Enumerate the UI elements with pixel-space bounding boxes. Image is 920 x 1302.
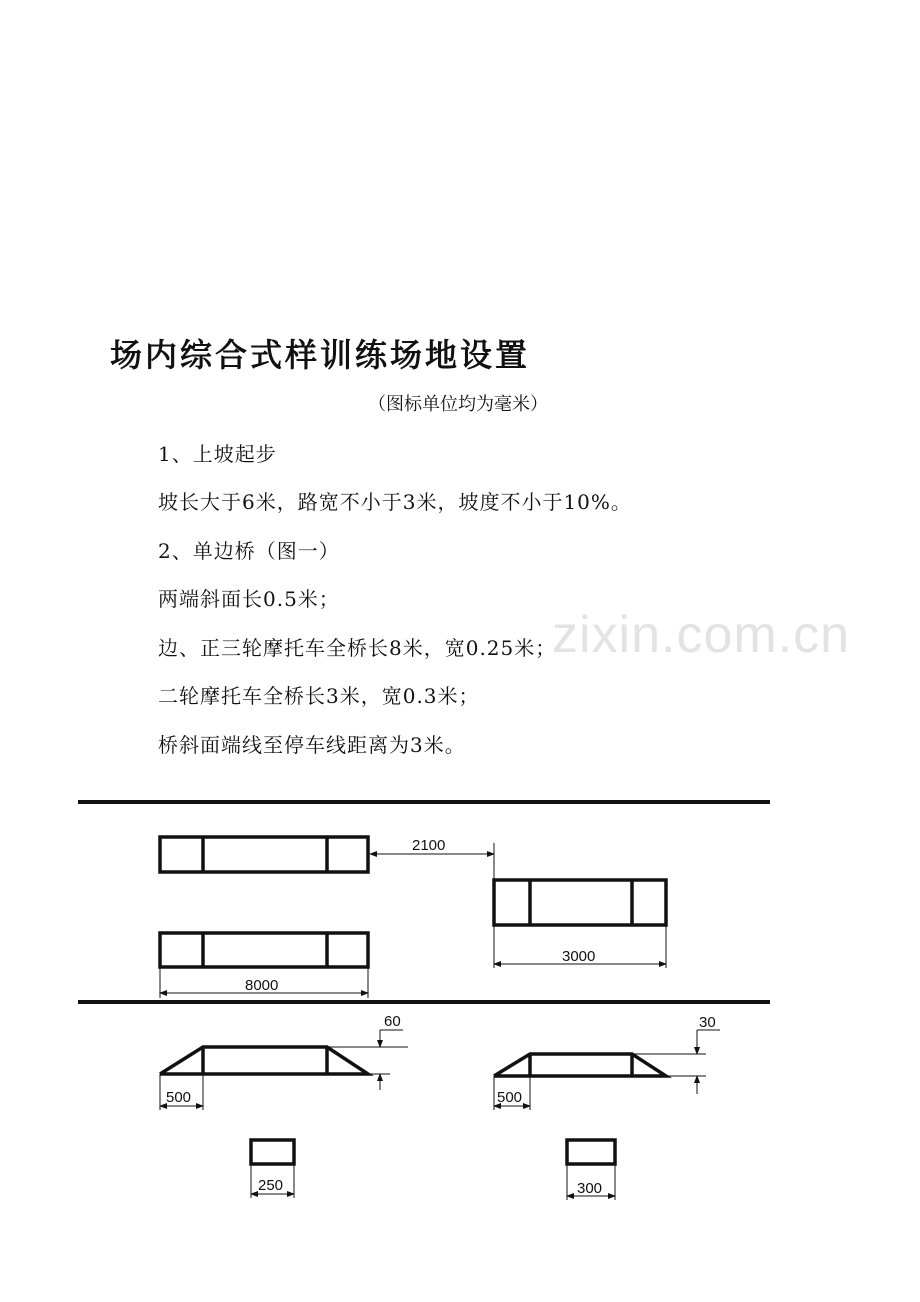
dim-width-left-label: 250 (258, 1177, 284, 1194)
side-view-right (494, 1054, 666, 1076)
bridge-short (494, 880, 666, 925)
bridge-long-upper (160, 837, 368, 872)
bridge-long-lower (160, 933, 368, 967)
paragraph-stop-line-distance: 桥斜面端线至停车线距离为3米。 (158, 733, 466, 757)
watermark: zixin.com.cn (552, 606, 851, 664)
paragraph-two-wheel-bridge: 二轮摩托车全桥长3米，宽0.3米； (158, 684, 480, 708)
dim-ramp-left-label: 500 (166, 1089, 192, 1106)
dim-length-two-label: 3000 (562, 948, 596, 965)
cross-section-right (567, 1140, 615, 1164)
dim-height-right-label: 30 (699, 1014, 716, 1031)
cross-section-left (251, 1140, 294, 1164)
page-title: 场内综合式样训练场地设置 (110, 336, 531, 374)
dim-gap-label: 2100 (412, 837, 446, 854)
unit-note: （图标单位均为毫米） (368, 394, 548, 415)
section-heading-bridge: 2、单边桥（图一） (158, 539, 340, 563)
paragraph-ramp-length: 两端斜面长0.5米； (158, 587, 340, 611)
dim-ramp-right-label: 500 (497, 1089, 523, 1106)
dim-width-right-label: 300 (577, 1180, 603, 1197)
paragraph-tricycle-bridge: 边、正三轮摩托车全桥长8米，宽0.25米； (158, 636, 557, 660)
side-view-left (160, 1047, 368, 1074)
paragraph-uphill-spec: 坡长大于6米，路宽不小于3米，坡度不小于10%。 (158, 490, 632, 514)
dim-height-left-label: 60 (384, 1013, 401, 1030)
dim-length-tri-label: 8000 (245, 977, 279, 994)
section-heading-uphill: 1、上坡起步 (158, 442, 277, 466)
